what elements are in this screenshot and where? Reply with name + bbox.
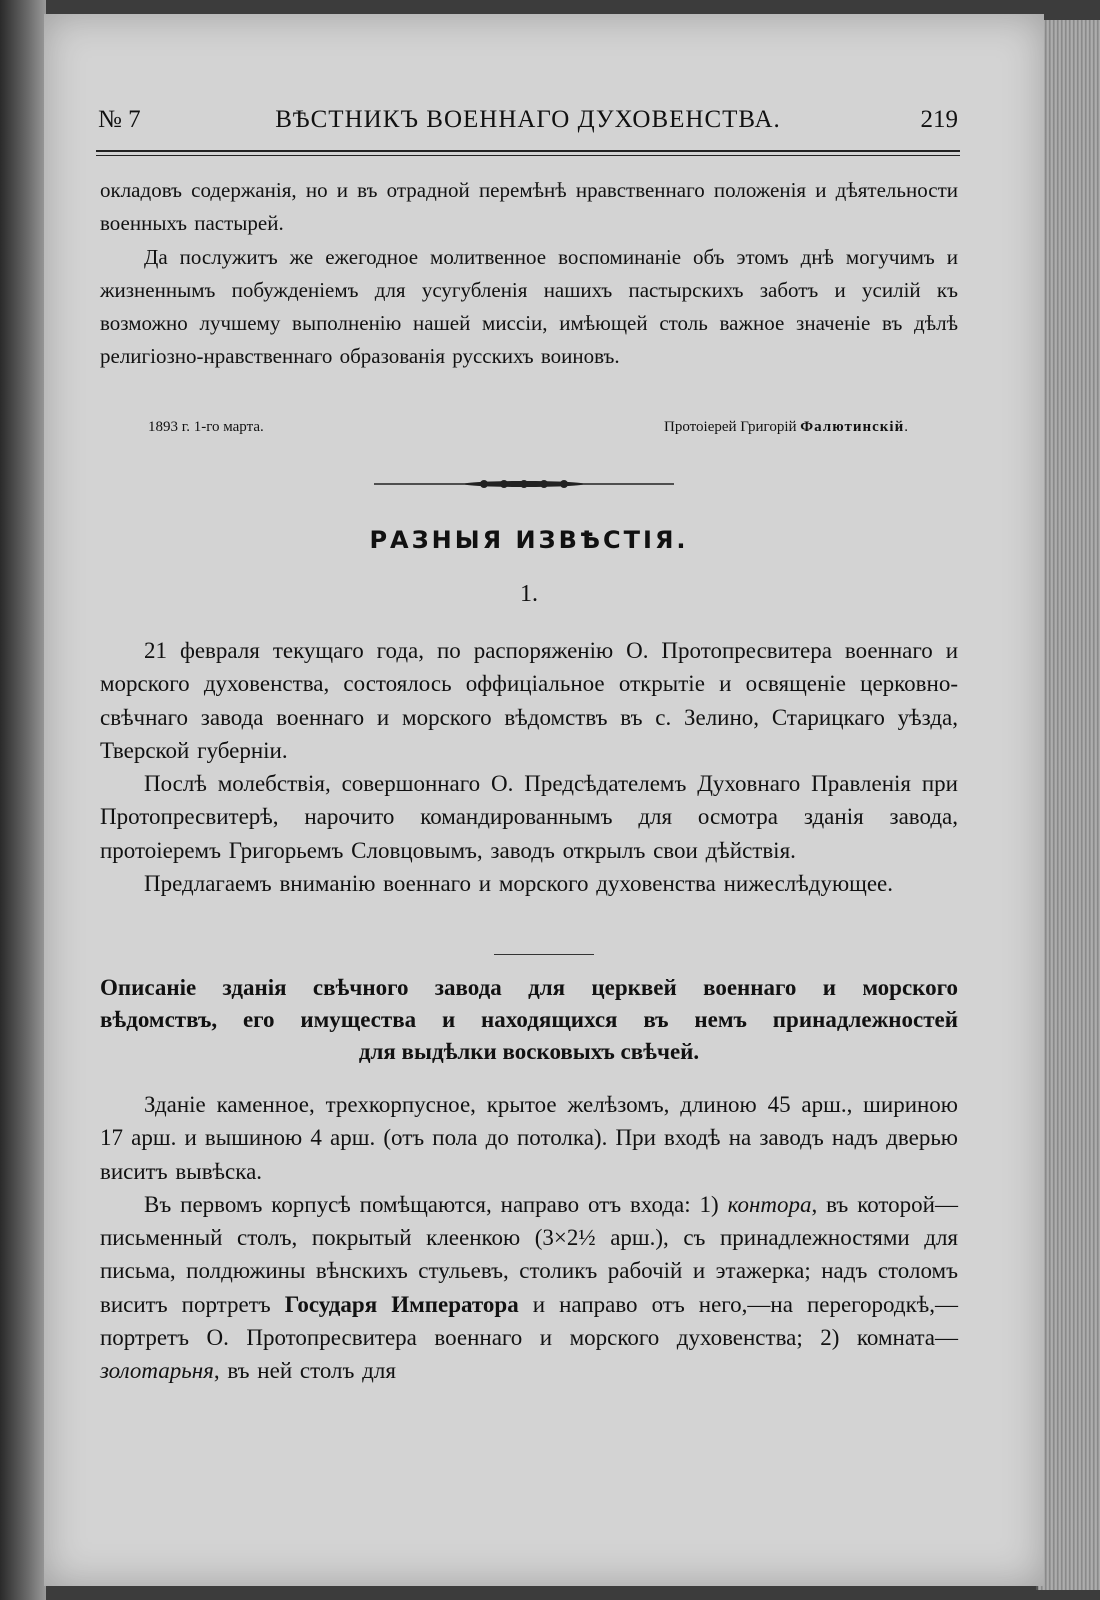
text-run: , въ ней столъ для bbox=[213, 1358, 396, 1384]
header-rule-thin bbox=[96, 155, 960, 156]
paragraph: 21 февраля текущаго года, по распоряженію О. Протопресвитера военнаго и морского духовенства, состоялось оффиціальное открытіе и освященіе церковно-свѣчнаго завода военнаго и морского вѣдомствъ въ с. Зелино, Старицкаго уѣзда, Тверской губерніи. bbox=[100, 638, 958, 763]
heading-line: вѣдомствъ, его имущества и находящихся въ немъ принадлежностей bbox=[100, 1007, 958, 1032]
page-number: 219 bbox=[920, 106, 958, 133]
short-divider bbox=[494, 954, 594, 955]
paragraph: Предлагаемъ вниманію военнаго и морского духовенства нижеслѣдующее. bbox=[144, 871, 893, 897]
paragraph: Зданіе каменное, трехкорпусное, крытое желѣзомъ, длиною 45 арш., шириною 17 арш. и вышиною 4 арш. (отъ пола до потолка). При входѣ на заводъ надъ дверью виситъ вывѣска. bbox=[100, 1092, 958, 1184]
text-run: , въ которой—письменный столъ, покрытый клеенкою (3×2½ арш.), съ принадлежностями для письма, полдюжины вѣнскихъ стульевъ, столикъ рабочій и этажерка; надъ столомъ виситъ портретъ bbox=[100, 1191, 958, 1317]
description-heading bbox=[100, 972, 958, 1068]
description-text bbox=[100, 1088, 958, 1388]
section-title: РАЗНЫЯ ИЗВѢСТІЯ. bbox=[369, 526, 689, 554]
author-surname: Фалютинскій bbox=[800, 419, 905, 435]
paragraph: окладовъ содержанія, но и въ отрадной перемѣнѣ нравственнаго положенія и дѣятельности военныхъ пастырей. bbox=[100, 178, 958, 236]
signature-author: Протоіерей Григорій Фалютинскій. bbox=[664, 419, 908, 435]
bold-term: Государя Императора bbox=[284, 1291, 519, 1317]
book-page-edges bbox=[1036, 20, 1100, 1590]
section-number: 1. bbox=[520, 581, 538, 607]
text-run: Въ первомъ корпусѣ помѣщаются, направо отъ входа: 1) bbox=[144, 1191, 728, 1217]
italic-term: золотарьня bbox=[100, 1358, 214, 1384]
heading-line: Описаніе зданія свѣчного завода для церквей военнаго и морского bbox=[100, 975, 958, 1000]
text-run: и направо отъ него,—на перегородкѣ,—портретъ О. Протопресвитера военнаго и морского духовенства; 2) комната— bbox=[100, 1291, 958, 1351]
issue-number: № 7 bbox=[98, 106, 141, 133]
journal-page bbox=[44, 14, 1044, 1586]
running-header bbox=[98, 106, 958, 146]
paragraph: Да послужитъ же ежегодное молитвенное воспоминаніе объ этомъ днѣ могучимъ и жизненнымъ побужденіемъ для усугубленія нашихъ пастырскихъ заботъ и усилій къ возможно лучшему выполненію нашей миссіи, имѣющей столь важное значеніе въ дѣлѣ религіозно-нравственнаго образованія русскихъ воиновъ. bbox=[100, 244, 958, 369]
paragraph bbox=[100, 1188, 958, 1388]
paragraph: Послѣ молебствія, совершоннаго О. Предсѣдателемъ Духовнаго Правленія при Протопресвитерѣ, нарочито командированнымъ для осмотра зданія завода, протоіеремъ Григорьемъ Словцовымъ, заводъ открылъ свои дѣйствія. bbox=[100, 771, 958, 863]
news-text bbox=[100, 634, 958, 900]
signature-date: 1893 г. 1-го марта. bbox=[148, 419, 264, 435]
journal-title: ВѢСТНИКЪ ВОЕННАГО ДУХОВЕНСТВА. bbox=[275, 106, 781, 133]
closing-text bbox=[100, 174, 958, 374]
author-title: Протоіерей Григорій bbox=[664, 419, 797, 435]
header-rule-thick bbox=[96, 150, 960, 152]
italic-term: контора bbox=[727, 1191, 812, 1217]
ornament-divider bbox=[374, 478, 674, 490]
book-spine-edge bbox=[0, 0, 46, 1600]
heading-line: для выдѣлки восковыхъ свѣчей. bbox=[358, 1039, 700, 1064]
